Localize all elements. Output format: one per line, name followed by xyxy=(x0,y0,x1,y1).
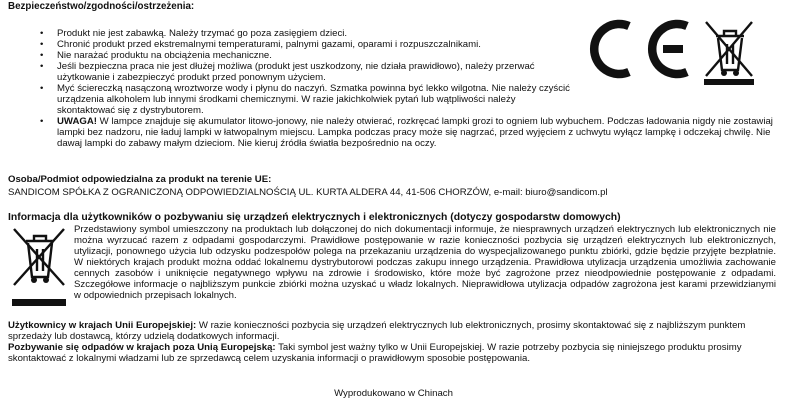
safety-heading: Bezpieczeństwo/zgodności/ostrzeżenia: xyxy=(8,1,195,12)
crossed-bin-icon xyxy=(700,12,758,86)
made-in-text: Wyprodukowano w Chinach xyxy=(334,388,453,399)
warning-text: W lampce znajduje się akumulator litowo-jonowy, nie należy otwierać, rozkręcać lampki grozi to ogniem lub wybuchem. Podczas ładowania nigdy nie zostawiaj lampki bez nadzoru, nie ładuj lampki w łatwopalnym miejscu. Lampka podczas pracy może się nagrzać, przed wyjęciem z uchwytu wyłącz lampkę i odczekaj chwilę. Nie dawaj lampki do zabawy małym dzieciom. Nie kieruj źródła światła bezpośrednio na oczy. xyxy=(57,116,773,149)
non-eu-paragraph xyxy=(8,342,778,364)
bullet-icon: • xyxy=(40,39,44,50)
non-eu-text: Taki symbol jest ważny tylko w Unii Europejskiej. W razie potrzeby pozbycia się niniejszego produktu prosimy skontaktować z lokalnymi władzami lub ze sprzedawcą celem uzyskania informacji o prawidłowym sposobie postępowania. xyxy=(8,342,742,364)
bullet-icon: • xyxy=(40,28,44,39)
list-item xyxy=(40,50,570,61)
list-item-text: Produkt nie jest zabawką. Należy trzymać go poza zasięgiem dzieci. xyxy=(57,28,348,39)
operator-heading: Osoba/Podmiot odpowiedzialna za produkt na terenie UE: xyxy=(8,174,272,185)
non-eu-label: Pozbywanie się odpadów w krajach poza Unią Europejską: xyxy=(8,342,276,353)
ce-mark-icon xyxy=(583,18,693,80)
list-item xyxy=(40,28,570,39)
crossed-bin-icon xyxy=(10,225,68,307)
eu-users-text: W razie konieczności pozbycia się urządzeń elektrycznych lub elektronicznych, prosimy skontaktować się z najbliższym punktem sprzedaży lub dostawcą, którzy udzielą dodatkowych informacji. xyxy=(8,320,746,342)
disposal-body: Przedstawiony symbol umieszczony na produktach lub dołączonej do nich dokumentacji informuje, że niesprawnych urządzeń elektrycznych lub elektronicznych nie można wyrzucać razem z odpadami gospodarczymi. Prawidłowe postępowanie w razie konieczności pozbycia się urządzeń elektrycznych lub elektronicznych, utylizacji, ponownego użycia lub odzysku podzespołów polega na przekazaniu urządzenia do wyspecjalizowanego punktu zbiórki, gdzie będzie przyjęte bezpłatnie. W niektórych krajach produkt można oddać lokalnemu dystrybutorowi podczas zakupu innego urządzenia. Prawidłowa utylizacja urządzenia umożliwia zachowanie cennych zasobów i uniknięcie negatywnego wpływu na zdrowie i środowisko, które może być zagrożone przez nieodpowiednie postępowanie z odpadami. Szczegółowe informacje o najbliższym punkcie zbiórki można uzyskać u władz lokalnych. Nieprawidłowa utylizacja odpadów zagrożona jest karami przewidzianymi w odpowiednich przepisach lokalnych. xyxy=(74,224,776,301)
warning-label: UWAGA! xyxy=(57,116,97,127)
list-item xyxy=(40,61,570,83)
list-item-text: Chronić produkt przed ekstremalnymi temperaturami, palnymi gazami, oparami i rozpuszczalnikami. xyxy=(57,39,481,50)
warning-item xyxy=(40,116,787,149)
operator-address: SANDICOM SPÓŁKA Z OGRANICZONĄ ODPOWIEDZIALNOŚCIĄ UL. KURTA ALDERA 44, 41-506 CHORZÓW, e-mail: biuro@sandicom.pl xyxy=(8,187,608,198)
list-item-text: Myć ściereczką nasączoną wroztworze wody i płynu do naczyń. Szmatka powinna być lekko wilgotna. Nie należy czyścić urządzenia alkoholem lub innymi środkami chemicznymi. W razie jakichkolwiek pytań lub wątpliwości należy skontaktować się z dystrybutorem. xyxy=(57,83,570,116)
list-item xyxy=(40,39,570,50)
list-item xyxy=(40,83,570,116)
bullet-icon: • xyxy=(40,50,44,61)
disposal-heading: Informacja dla użytkowników o pozbywaniu się urządzeń elektrycznych i elektronicznych (dotyczy gospodarstw domowych) xyxy=(8,212,621,223)
bullet-icon: • xyxy=(40,61,44,72)
safety-list xyxy=(40,28,773,149)
bullet-icon: • xyxy=(40,116,44,127)
list-item-text: Nie narażać produktu na obciążenia mechaniczne. xyxy=(57,50,272,61)
eu-users-label: Użytkownicy w krajach Unii Europejskiej: xyxy=(8,320,197,331)
bullet-icon: • xyxy=(40,83,44,94)
eu-users-paragraph xyxy=(8,320,778,342)
list-item-text: Jeśli bezpieczna praca nie jest dłużej możliwa (produkt jest uszkodzony, nie działa prawidłowo), należy przerwać użytkowanie i zabezpieczyć produkt przed ponownym użyciem. xyxy=(57,61,535,83)
